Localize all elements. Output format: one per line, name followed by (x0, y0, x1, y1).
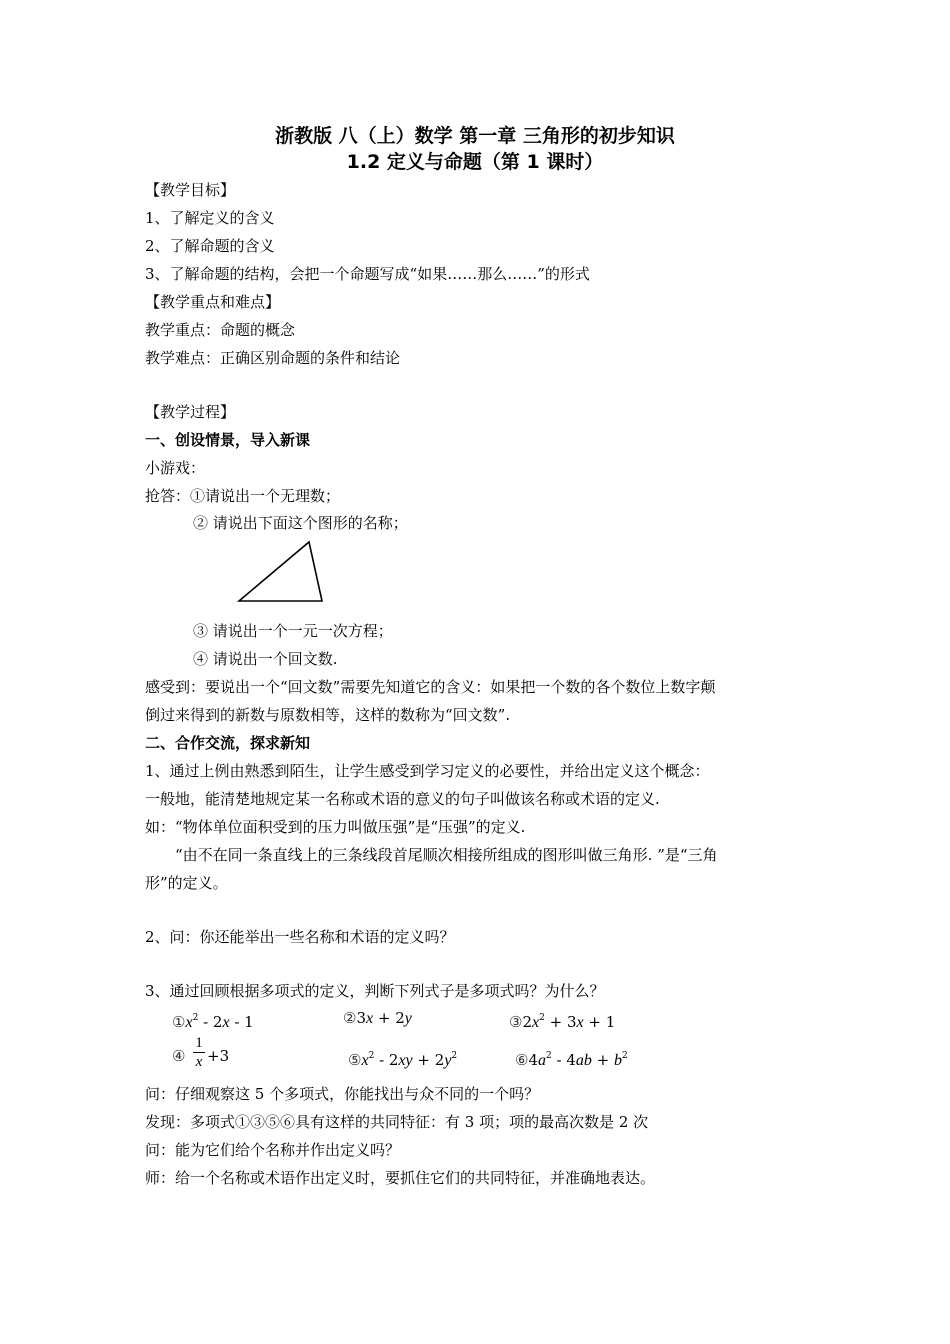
key-points-heading: 【教学重点和难点】 (145, 293, 281, 311)
expression-number: ① (172, 1013, 186, 1031)
expression-4-rest: +3 (207, 1047, 230, 1065)
question-definitions: 2、问：你还能举出一些名称和术语的定义吗？ (145, 928, 455, 946)
question-3: ③ 请说出一个一元一次方程； (193, 622, 393, 640)
expression-number: ⑤ (348, 1051, 362, 1069)
question-2: ② 请说出下面这个图形的名称； (193, 514, 408, 532)
observation-question: 问：仔细观察这 5 个多项式，你能找出与众不同的一个吗？ (145, 1085, 540, 1103)
expression-number: ③ (509, 1013, 523, 1031)
discovery: 发现：多项式①③⑤⑥具有这样的共同特征：有 3 项；项的最高次数是 2 次 (145, 1113, 649, 1131)
question-4: ④ 请说出一个回文数. (193, 650, 338, 668)
expression-number: ⑥ (515, 1051, 529, 1069)
expression-1: $①x^2 - 2x - 1$ (172, 1013, 254, 1031)
process-heading: 【教学过程】 (145, 403, 236, 421)
objective-item: 3、了解命题的结构，会把一个命题写成“如果……那么……”的形式 (145, 265, 590, 283)
section-2-title: 二、合作交流，探求新知 (145, 734, 311, 752)
expression-3: $③2x^2 + 3x + 1$ (509, 1013, 616, 1031)
question-1: 抢答：①请说出一个无理数； (145, 487, 341, 505)
fraction-one-over-x: $\frac{1}{x}$ (193, 1034, 205, 1071)
lesson-subtitle: 1.2 定义与命题（第 1 课时） (346, 151, 604, 173)
naming-question: 问：能为它们给个名称并作出定义吗？ (145, 1141, 401, 1159)
example-pressure: 如：“物体单位面积受到的压力叫做压强”是“压强”的定义. (145, 818, 526, 836)
definition-sentence: 一般地，能清楚地规定某一名称或术语的意义的句子叫做该名称或术语的定义. (145, 790, 660, 808)
document-title: 浙教版 八（上）数学 第一章 三角形的初步知识 (275, 125, 675, 147)
game-label: 小游戏： (145, 459, 206, 477)
expression-number: ④ (172, 1047, 186, 1065)
section-1-title: 一、创设情景，导入新课 (145, 431, 311, 449)
expression-number: ② (343, 1009, 357, 1027)
triangle-shape (239, 542, 322, 601)
polynomial-question: 3、通过回顾根据多项式的定义，判断下列式子是多项式吗？为什么？ (145, 982, 605, 1000)
teaching-focus: 教学重点：命题的概念 (145, 321, 296, 339)
paragraph: 1、通过上例由熟悉到陌生，让学生感受到学习定义的必要性，并给出定义这个概念： (145, 762, 710, 780)
expression-5: $⑤x^2 - 2xy + 2y^2$ (348, 1051, 458, 1069)
objective-item: 2、了解命题的含义 (145, 237, 275, 255)
teaching-difficulty: 教学难点：正确区别命题的条件和结论 (145, 349, 401, 367)
objectives-heading: 【教学目标】 (145, 181, 236, 199)
expression-4 (172, 1046, 185, 1066)
feeling-line: 感受到：要说出一个“回文数”需要先知道它的含义：如果把一个数的各个数位上数字颠 (145, 678, 716, 696)
example-triangle-cont: 形”的定义。 (145, 874, 228, 892)
expression-6: $⑥4a^2 - 4ab + b^2$ (515, 1051, 628, 1069)
objective-item: 1、了解定义的含义 (145, 209, 275, 227)
feeling-line: 倒过来得到的新数与原数相等，这样的数称为“回文数”. (145, 706, 511, 724)
example-triangle: “由不在同一条直线上的三条线段首尾顺次相接所组成的图形叫做三角形. ”是“三角 (175, 846, 718, 864)
teacher-note: 师：给一个名称或术语作出定义时，要抓住它们的共同特征，并准确地表达。 (145, 1169, 656, 1187)
expression-2: ②3x + 2y (343, 1009, 412, 1027)
